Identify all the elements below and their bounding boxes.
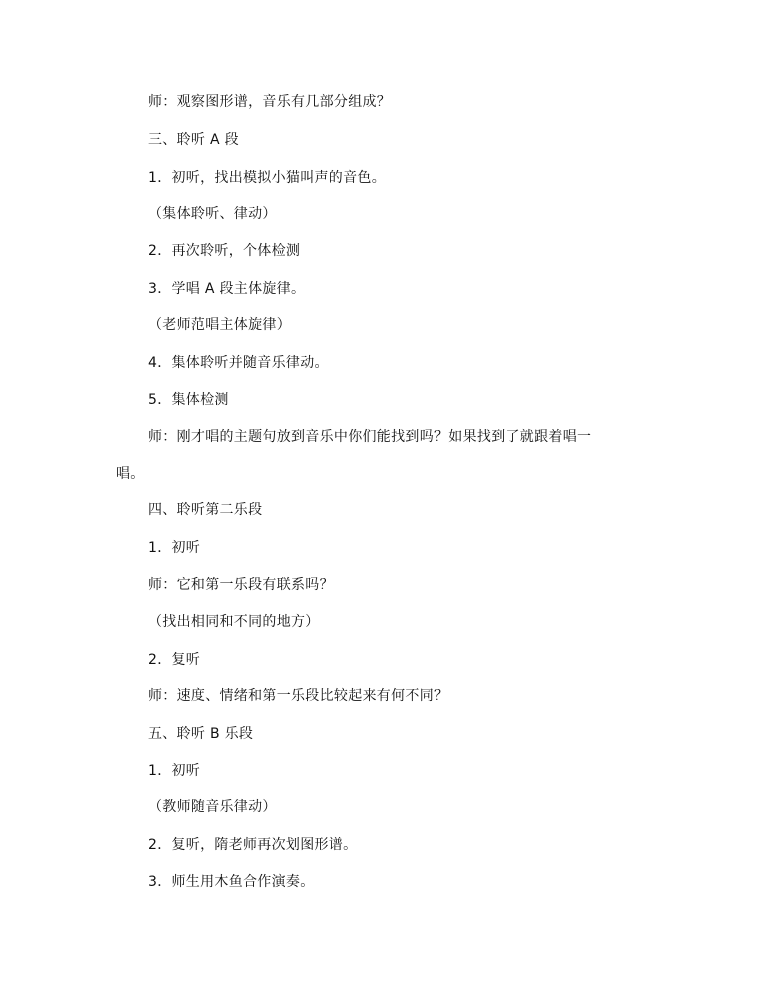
step-3-2: 2．再次聆听，个体检测	[148, 243, 301, 259]
note-teacher-movement: （教师随音乐律动）	[148, 799, 277, 815]
paragraph-teacher-theme: 师：刚才唱的主题句放到音乐中你们能找到吗？如果找到了就跟着唱一	[148, 429, 592, 445]
step-3-4: 4．集体聆听并随音乐律动。	[148, 355, 329, 371]
heading-section-3: 三、聆听 A 段	[148, 132, 239, 148]
note-teacher-sings: （老师范唱主体旋律）	[148, 317, 291, 333]
heading-section-5: 五、聆听 B 乐段	[148, 726, 254, 742]
note-group-listening: （集体聆听、律动）	[148, 206, 277, 222]
heading-section-4: 四、聆听第二乐段	[148, 502, 263, 518]
step-3-3: 3．学唱 A 段主体旋律。	[148, 281, 306, 297]
paragraph-teacher-theme-cont: 唱。	[116, 466, 145, 482]
step-3-1: 1．初听，找出模拟小猫叫声的音色。	[148, 170, 387, 186]
paragraph-teacher-connection: 师：它和第一乐段有联系吗？	[148, 577, 334, 593]
paragraph-question-structure: 师：观察图形谱，音乐有几部分组成？	[148, 94, 392, 110]
step-5-1: 1．初听	[148, 763, 201, 779]
step-4-2: 2．复听	[148, 652, 201, 668]
step-4-1: 1．初听	[148, 540, 201, 556]
note-find-differences: （找出相同和不同的地方）	[148, 614, 320, 630]
paragraph-teacher-tempo: 师：速度、情绪和第一乐段比较起来有何不同？	[148, 688, 449, 704]
step-5-3: 3．师生用木鱼合作演奏。	[148, 874, 315, 890]
step-5-2: 2．复听，隋老师再次划图形谱。	[148, 837, 358, 853]
step-3-5: 5．集体检测	[148, 392, 229, 408]
